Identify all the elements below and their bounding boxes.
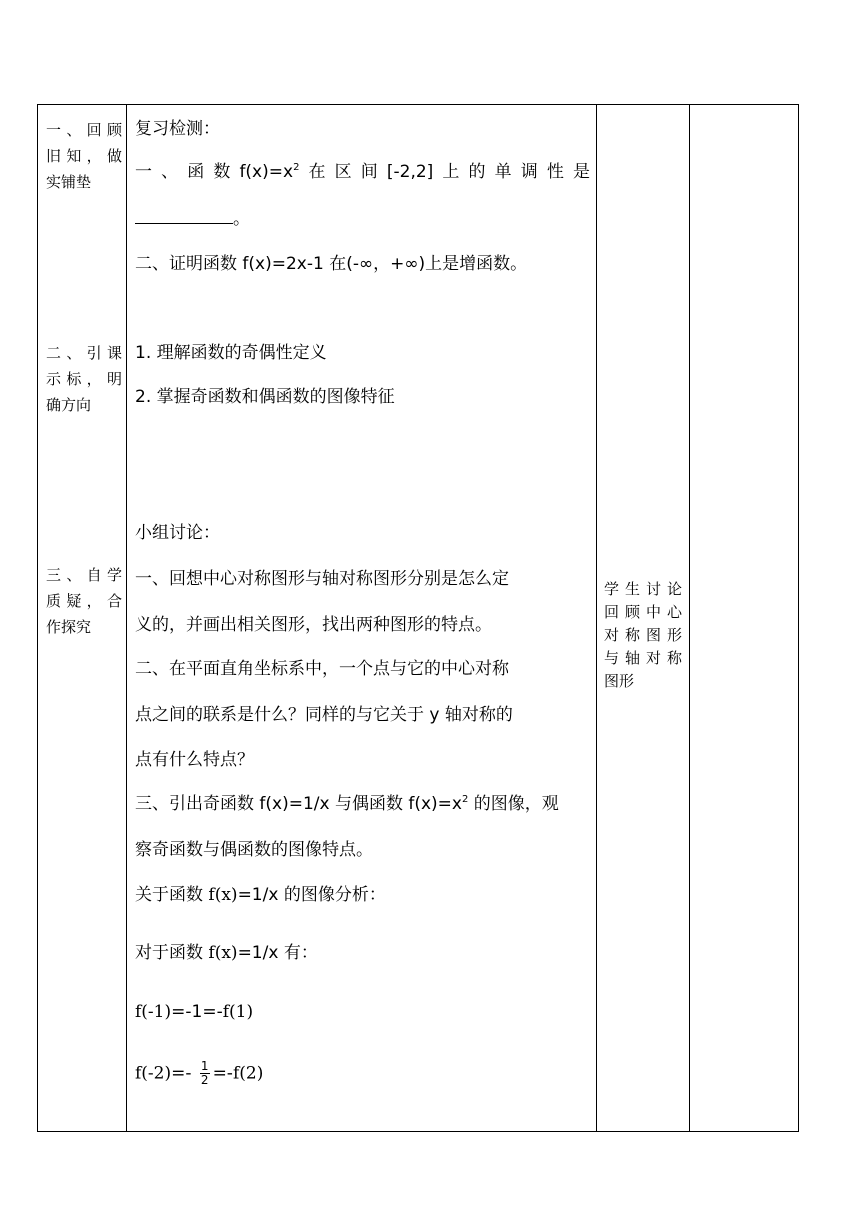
- column-divider: [689, 105, 690, 1131]
- objective-1: 1. 理解函数的奇偶性定义: [135, 343, 327, 363]
- note-line: 图形: [604, 672, 635, 690]
- note-line: 与轴对称: [604, 649, 682, 667]
- q1-char: f(x)=x: [239, 162, 294, 182]
- note-line: 对称图形: [604, 626, 682, 644]
- fraction-numerator: 1: [200, 1059, 209, 1073]
- period: 。: [233, 209, 250, 229]
- text-run: =-: [171, 1063, 197, 1084]
- q1-char: 一: [135, 162, 152, 182]
- text-line: 一、回想中心对称图形与轴对称图形分别是怎么定: [135, 569, 509, 589]
- q1-char: 函: [187, 162, 205, 182]
- analysis-intro: [135, 942, 590, 964]
- discussion-p2-line3: 点有什么特点？: [135, 750, 254, 770]
- discussion-p3-line1: [135, 793, 590, 815]
- equation-1: [135, 1001, 590, 1023]
- discussion-p2-line1: 二、在平面直角坐标系中，一个点与它的中心对称: [135, 659, 509, 679]
- text-run: =1/x 有：: [237, 943, 318, 963]
- review-heading: 复习检测：: [135, 119, 220, 139]
- text-run: 三、引出奇函数 f(x)=1/x 与偶函数 f(x)=x: [135, 794, 462, 814]
- q1-function: [239, 161, 299, 183]
- note-line: 学生讨论: [604, 580, 682, 598]
- equation-2: [135, 1060, 590, 1087]
- text-run: f(2): [232, 1063, 264, 1084]
- discussion-p1-line2: 义的，并画出相关图形，找出两种图形的特点。: [135, 615, 492, 635]
- stage-line: 确方向: [46, 396, 92, 414]
- discussion-heading: 小组讨论：: [135, 523, 220, 543]
- review-question-2: 二、证明函数 f(x)=2x-1 在(-∞，+∞)上是增函数。: [135, 254, 528, 274]
- note-line: 回顾中心: [604, 603, 682, 621]
- stage-line: 三、自学: [46, 566, 122, 584]
- column-divider: [126, 105, 127, 1131]
- text-run: f(1): [222, 1002, 254, 1022]
- stage-line: 实铺垫: [46, 173, 92, 191]
- stage-label-review: [46, 117, 122, 195]
- text-run: f(-1): [135, 1002, 172, 1022]
- answer-blank[interactable]: [135, 207, 233, 224]
- q1-char: 数: [213, 162, 231, 182]
- q1-char: 的: [468, 162, 486, 182]
- text-run: 对于函数 f(x): [135, 943, 238, 963]
- q1-char: 在: [308, 162, 326, 182]
- analysis-heading: [135, 884, 590, 906]
- objective-2: 2. 掌握奇函数和偶函数的图像特征: [135, 387, 395, 407]
- q1-char: 上: [442, 162, 460, 182]
- discussion-p2-line2: 点之间的联系是什么？同样的与它关于 y 轴对称的: [135, 705, 513, 725]
- text-run: 的图像，观: [468, 794, 559, 814]
- text-run: =-1=-: [171, 1002, 223, 1022]
- q1-char: 间: [360, 162, 378, 182]
- stage-line: 质疑，合: [46, 592, 122, 610]
- student-activity-note: [604, 578, 682, 693]
- stage-line: 一、回顾: [46, 121, 122, 139]
- q1-char: 性: [546, 162, 564, 182]
- q1-char: 单: [494, 162, 512, 182]
- text-run: =1/x 的图像分析：: [237, 885, 386, 905]
- stage-line: 二、引课: [46, 344, 122, 362]
- q1-char: 是: [572, 162, 590, 182]
- fraction-denominator: 2: [200, 1073, 209, 1087]
- exponent: 2: [461, 794, 469, 805]
- text-run: =-: [212, 1063, 233, 1084]
- fraction: [200, 1060, 210, 1087]
- column-divider: [596, 105, 597, 1131]
- review-question-1: [135, 161, 590, 183]
- text-run: f(-2): [135, 1063, 172, 1084]
- discussion-p3-line2: 察奇函数与偶函数的图像特点。: [135, 840, 373, 860]
- stage-label-explore: [46, 562, 122, 640]
- q1-char: 调: [520, 162, 538, 182]
- stage-line: 作探究: [46, 618, 92, 636]
- q1-char: [-2,2]: [386, 162, 434, 182]
- q1-char: 区: [334, 162, 352, 182]
- stage-line: 旧知，做: [46, 147, 122, 165]
- q1-char: 、: [161, 162, 179, 182]
- text-run: 关于函数 f(x): [135, 885, 238, 905]
- stage-label-objectives: [46, 340, 122, 418]
- stage-line: 示标，明: [46, 370, 122, 388]
- discussion-p1-line1: [135, 568, 590, 590]
- exponent: 2: [293, 162, 300, 173]
- answer-blank-line: [135, 207, 590, 230]
